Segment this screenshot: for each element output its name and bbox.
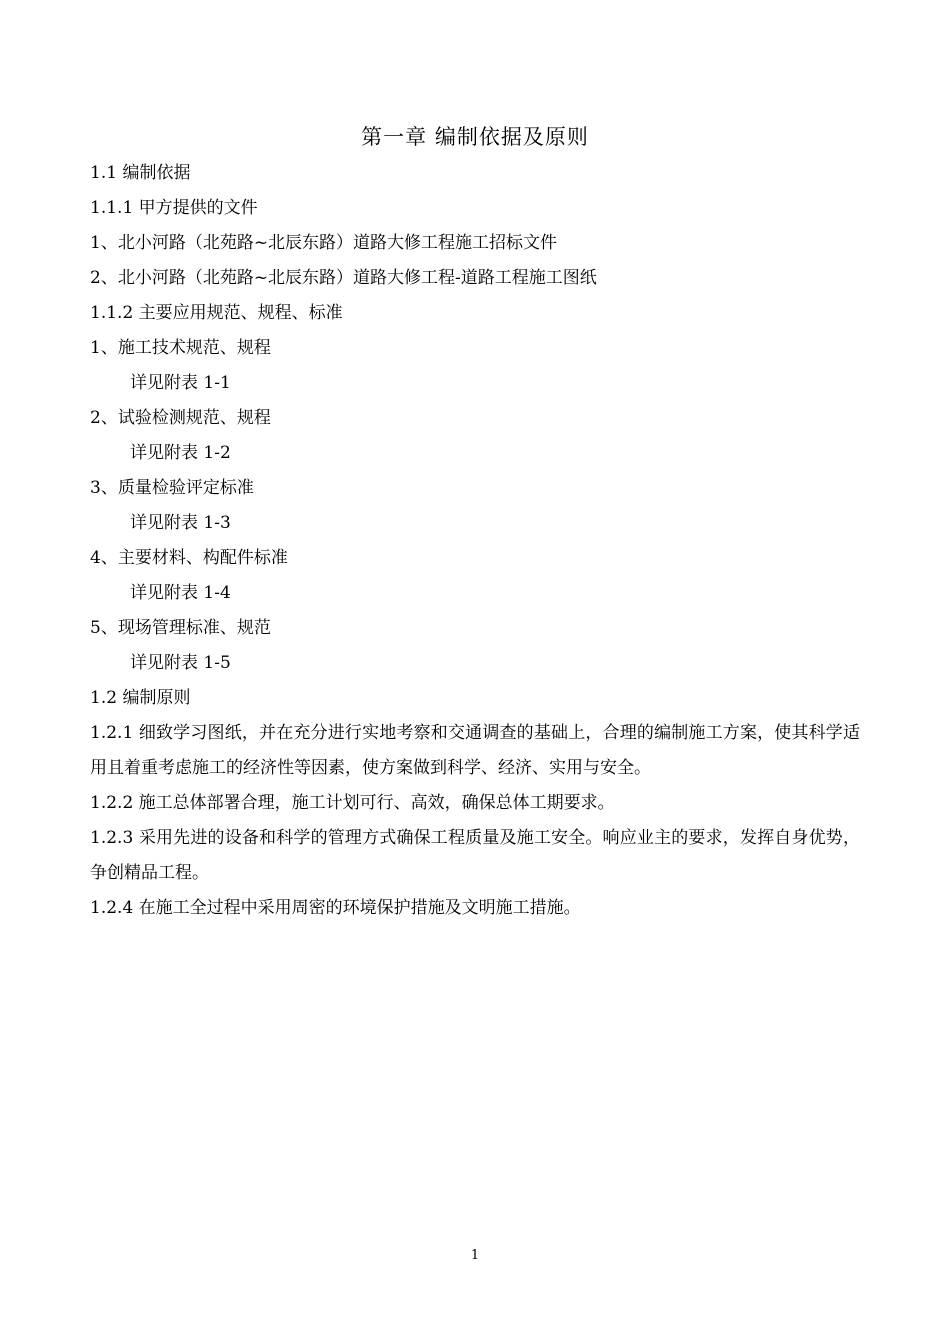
list-item: 1、北小河路（北苑路~北辰东路）道路大修工程施工招标文件 bbox=[90, 233, 558, 253]
subsection-heading: 1.1.2 主要应用规范、规程、标准 bbox=[90, 303, 343, 323]
list-item: 1、施工技术规范、规程 bbox=[90, 338, 271, 358]
document-body bbox=[90, 156, 860, 926]
principle-paragraph: 1.2.1 细致学习图纸，并在充分进行实地考察和交通调查的基础上，合理的编制施工方案，使其科学适用且着重考虑施工的经济性等因素，使方案做到科学、经济、实用与安全。 bbox=[90, 723, 860, 778]
list-item: 4、主要材料、构配件标准 bbox=[90, 548, 288, 568]
list-item: 2、北小河路（北苑路~北辰东路）道路大修工程-道路工程施工图纸 bbox=[90, 268, 597, 288]
section-heading: 1.1 编制依据 bbox=[90, 163, 191, 183]
page-number: 1 bbox=[470, 1248, 480, 1263]
list-item: 2、试验检测规范、规程 bbox=[90, 408, 271, 428]
table-reference: 详见附表 1-1 bbox=[130, 373, 231, 393]
table-reference: 详见附表 1-3 bbox=[130, 513, 231, 533]
table-reference: 详见附表 1-2 bbox=[130, 443, 231, 463]
principle-paragraph: 1.2.4 在施工全过程中采用周密的环境保护措施及文明施工措施。 bbox=[90, 898, 581, 918]
principle-paragraph: 1.2.3 采用先进的设备和科学的管理方式确保工程质量及施工安全。响应业主的要求，发挥自身优势，争创精品工程。 bbox=[90, 828, 860, 883]
list-item: 5、现场管理标准、规范 bbox=[90, 618, 271, 638]
section-heading: 1.2 编制原则 bbox=[90, 688, 191, 708]
principle-paragraph: 1.2.2 施工总体部署合理，施工计划可行、高效，确保总体工期要求。 bbox=[90, 793, 615, 813]
table-reference: 详见附表 1-5 bbox=[130, 653, 231, 673]
subsection-heading: 1.1.1 甲方提供的文件 bbox=[90, 198, 258, 218]
table-reference: 详见附表 1-4 bbox=[130, 583, 231, 603]
list-item: 3、质量检验评定标准 bbox=[90, 478, 254, 498]
chapter-title: 第一章 编制依据及原则 bbox=[361, 125, 589, 149]
